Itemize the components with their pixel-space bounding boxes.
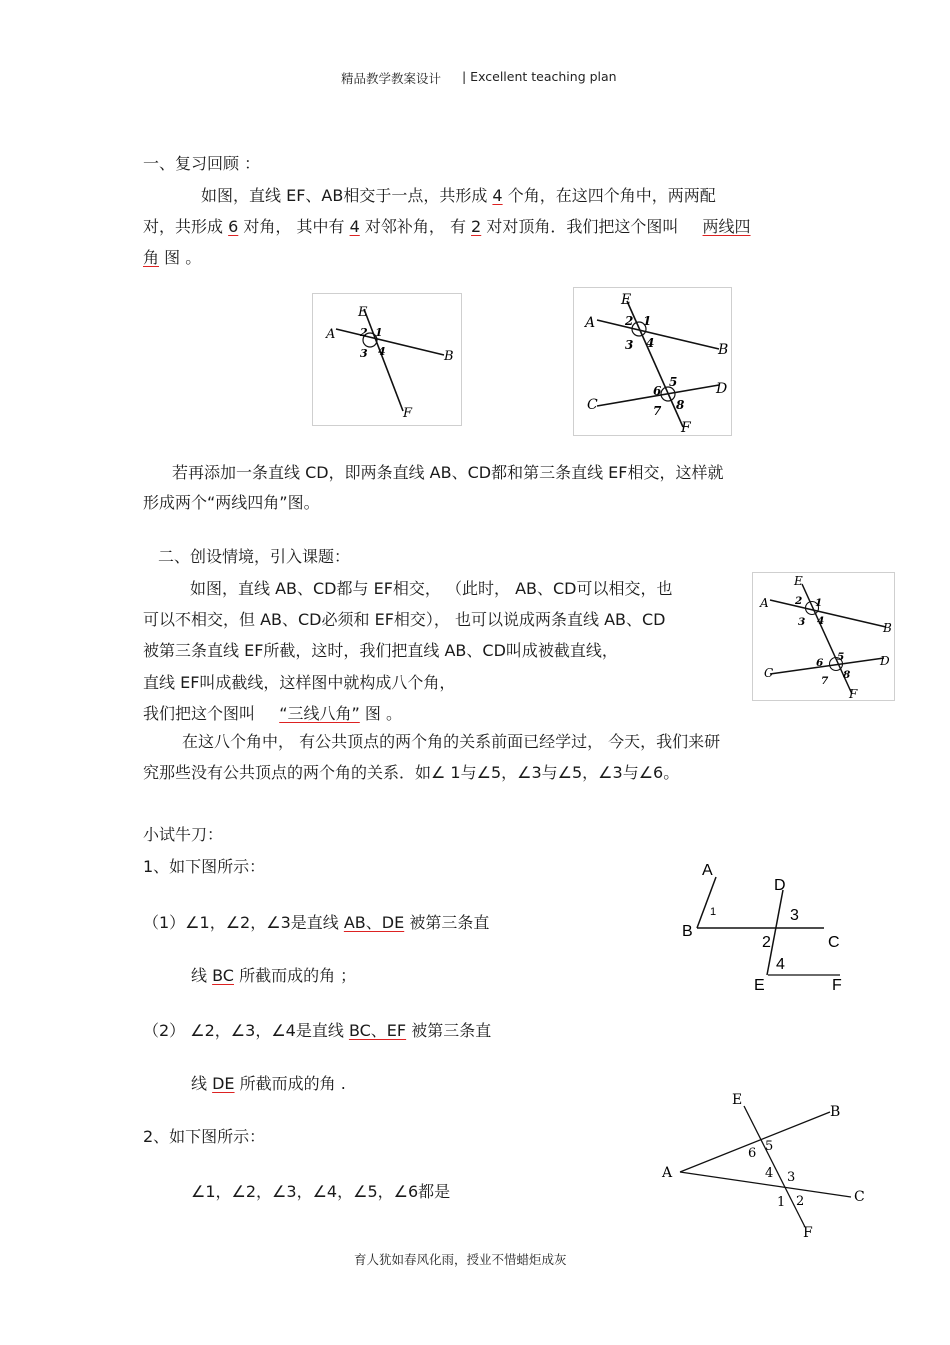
angle-8: 8	[843, 669, 851, 681]
label-A: A	[326, 327, 336, 342]
text-run: 对邻补角， 有	[364, 217, 466, 236]
figure-three-lines-eight-angles	[573, 287, 733, 437]
text-run: 个角，在这四个角中，两两配	[507, 186, 716, 205]
figure-question-1	[668, 855, 858, 995]
angle-1: 1	[777, 1195, 786, 1210]
angle-1: 1	[375, 326, 383, 339]
answer-blank: 4	[349, 217, 360, 236]
answer-blank: 2	[471, 217, 482, 236]
section2-line4: 直线 EF叫成截线，这样图中就构成八个角，	[143, 673, 456, 692]
angle-4: 4	[646, 336, 655, 350]
section2-line5	[143, 703, 402, 725]
answer-blank: DE	[212, 1074, 235, 1093]
angle-3: 3	[790, 907, 799, 924]
question-1a-line1	[143, 912, 489, 934]
angle-2: 2	[360, 326, 368, 339]
text-run: 对，共形成	[143, 217, 224, 236]
angle-2: 2	[796, 1194, 805, 1209]
label-A: A	[662, 1165, 673, 1181]
angle-1: 1	[643, 314, 652, 328]
label-B: B	[444, 349, 454, 364]
question-2-title: 2、如下图所示：	[143, 1127, 266, 1146]
header-title-cn: 精品教学教案设计	[341, 71, 442, 86]
question-1-title: 1、如下图所示：	[143, 857, 266, 876]
text-run: 图 。	[164, 248, 202, 267]
section1-title: 一、复习回顾 ：	[143, 154, 261, 173]
angle-5: 5	[765, 1139, 774, 1154]
text-run: 我们把这个图叫	[143, 704, 256, 723]
figure-two-lines-four-angles	[312, 293, 464, 427]
text-run: 被第三条直	[409, 913, 490, 932]
angle-3: 3	[787, 1170, 796, 1185]
angle-3: 3	[360, 347, 368, 360]
text-run: 对角， 其中有	[243, 217, 345, 236]
angle-7: 7	[653, 404, 662, 418]
figure-question-2	[658, 1088, 878, 1243]
text-run: 线	[191, 966, 208, 985]
question-1b-line2	[191, 1073, 346, 1095]
label-F: F	[832, 977, 842, 994]
label-B: B	[682, 923, 693, 940]
question-1b-line1	[143, 1020, 491, 1042]
answer-blank: 角	[143, 248, 160, 267]
section2-line2: 可以不相交，但 AB、CD必须和 EF相交）， 也可以说成两条直线 AB、CD	[143, 610, 666, 629]
label-C: C	[764, 666, 774, 680]
label-A: A	[585, 315, 596, 331]
angle-6: 6	[816, 657, 824, 669]
answer-blank: 两线四	[702, 217, 751, 236]
angle-3: 3	[798, 616, 806, 628]
answer-blank: BC、EF	[348, 1021, 407, 1040]
section2-line3: 被第三条直线 EF所截，这时，我们把直线 AB、CD叫成被截直线，	[143, 641, 618, 660]
label-C: C	[828, 934, 840, 951]
label-E: E	[754, 977, 765, 994]
label-A: A	[702, 862, 713, 879]
label-B: B	[830, 1104, 841, 1120]
answer-blank: 6	[228, 217, 239, 236]
answer-blank: BC	[212, 966, 234, 985]
label-C: C	[854, 1189, 865, 1205]
section1-line2	[143, 216, 751, 238]
text-run: 被第三条直	[411, 1021, 492, 1040]
section1-line3	[143, 247, 201, 269]
label-E: E	[358, 305, 368, 320]
angle-4: 4	[817, 615, 825, 627]
label-E: E	[732, 1092, 743, 1108]
angle-6: 6	[748, 1146, 757, 1161]
question-2a: ∠1，∠2，∠3，∠4，∠5，∠6都是	[191, 1182, 451, 1201]
angle-2: 2	[795, 595, 803, 607]
text-run: 所截而成的角 ；	[239, 966, 357, 985]
label-C: C	[587, 397, 598, 413]
text-run: （1）∠1，∠2，∠3是直线	[143, 913, 339, 932]
text-run: （2） ∠2，∠3，∠4是直线	[143, 1021, 344, 1040]
angle-3: 3	[625, 338, 634, 352]
angle-4: 4	[776, 956, 785, 973]
angle-4: 4	[378, 345, 386, 358]
text-run: 图 。	[364, 704, 402, 723]
label-D: D	[716, 381, 728, 397]
label-D: D	[880, 654, 890, 668]
angle-2: 2	[762, 934, 771, 951]
angle-5: 5	[669, 375, 678, 389]
label-E: E	[621, 292, 632, 308]
angle-5: 5	[837, 651, 845, 663]
angle-1: 1	[815, 597, 823, 609]
figure-three-lines-eight-angles-side	[752, 572, 896, 702]
text-run: 如图，直线 EF、AB相交于一点，共形成	[201, 186, 488, 205]
label-E: E	[794, 574, 803, 588]
angle-1: 1	[710, 906, 717, 918]
header-title-en: | Excellent teaching plan	[462, 69, 617, 84]
angle-8: 8	[676, 398, 685, 412]
section2-line1: 如图，直线 AB、CD都与 EF相交， （此时， AB、CD可以相交，也	[190, 579, 673, 598]
paragraph-add-cd-line2: 形成两个“两线四角”图。	[143, 493, 320, 512]
question-1a-line2	[191, 965, 356, 987]
text-run: 对对顶角．我们把这个图叫	[486, 217, 679, 236]
text-run: 所截而成的角 .	[239, 1074, 346, 1093]
paragraph-add-cd-line1: 若再添加一条直线 CD，即两条直线 AB、CD都和第三条直线 EF相交，这样就	[172, 463, 724, 482]
label-F: F	[803, 1225, 813, 1241]
answer-blank: “三线八角”	[279, 704, 360, 723]
answer-blank: AB、DE	[343, 913, 405, 932]
section1-line1	[201, 185, 716, 207]
label-B: B	[718, 342, 729, 358]
section2-title: 二、创设情境，引入课题：	[158, 547, 351, 566]
label-A: A	[760, 596, 769, 610]
label-F: F	[403, 406, 413, 421]
label-B: B	[883, 621, 892, 635]
angle-4: 4	[765, 1166, 774, 1181]
angle-7: 7	[821, 675, 829, 687]
label-F: F	[849, 687, 858, 701]
section2-line6: 在这八个角中， 有公共顶点的两个角的关系前面已经学过， 今天，我们来研	[182, 732, 721, 751]
text-run: 线	[191, 1074, 208, 1093]
angle-2: 2	[625, 314, 634, 328]
answer-blank: 4	[492, 186, 503, 205]
section2-line7: 究那些没有公共顶点的两个角的关系．如∠ 1与∠5，∠3与∠5，∠3与∠6。	[143, 763, 680, 782]
label-F: F	[681, 420, 691, 436]
practice-title: 小试牛刀：	[143, 825, 224, 844]
angle-6: 6	[653, 384, 662, 398]
footer-motto: 育人犹如春风化雨，授业不惜蜡炬成灰	[354, 1252, 567, 1267]
label-D: D	[774, 877, 786, 894]
